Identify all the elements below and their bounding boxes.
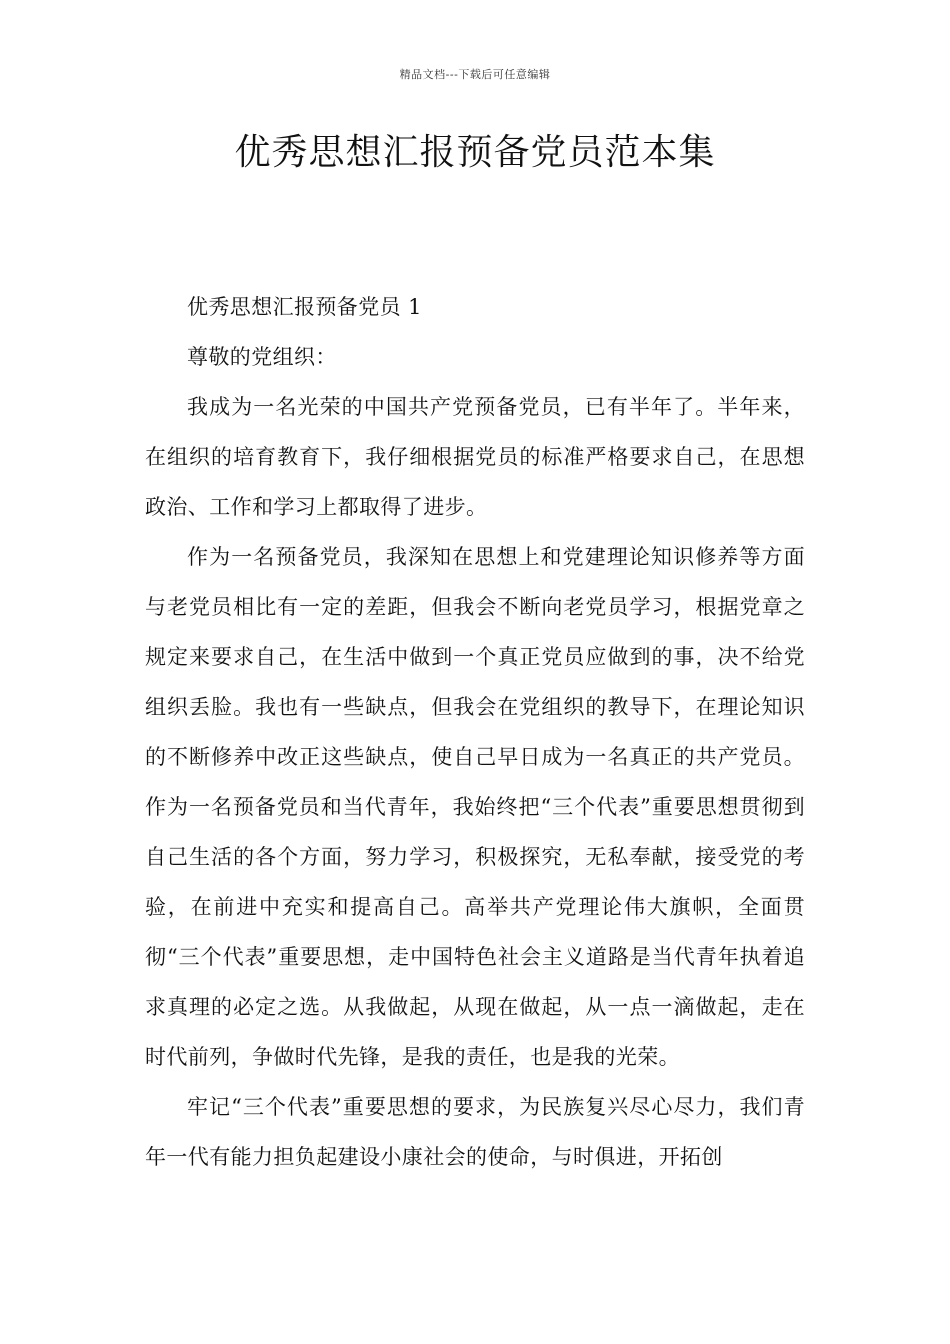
document-title: 优秀思想汇报预备党员范本集: [234, 132, 716, 173]
document-body: [145, 282, 805, 1182]
header-note: 精品文档---下载后可任意编辑: [399, 68, 551, 81]
salutation: 尊敬的党组织：: [187, 345, 337, 369]
section-heading: 优秀思想汇报预备党员 1: [187, 295, 422, 319]
paragraph-3: 牢记“三个代表”重要思想的要求，为民族复兴尽心尽力，我们青年一代有能力担负起建设小康社会的使命，与时俱进，开拓创: [145, 1095, 805, 1169]
paragraph-2: 作为一名预备党员，我深知在思想上和党建理论知识修养等方面与老党员相比有一定的差距，但我会不断向老党员学习，根据党章之规定来要求自己，在生活中做到一个真正党员应做到的事，决不给党组织丢脸。我也有一些缺点，但我会在党组织的教导下，在理论知识的不断修养中改正这些缺点，使自己早日成为一名真正的共产党员。作为一名预备党员和当代青年，我始终把“三个代表”重要思想贯彻到自己生活的各个方面，努力学习，积极探究，无私奉献，接受党的考验，在前进中充实和提高自己。高举共产党理论伟大旗帜，全面贯彻“三个代表”重要思想，走中国特色社会主义道路是当代青年执着追求真理的必定之选。从我做起，从现在做起，从一点一滴做起，走在时代前列，争做时代先锋，是我的责任，也是我的光荣。: [145, 545, 805, 1069]
paragraph-1: 我成为一名光荣的中国共产党预备党员，已有半年了。半年来，在组织的培育教育下，我仔细根据党员的标准严格要求自己，在思想政治、工作和学习上都取得了进步。: [145, 395, 805, 519]
